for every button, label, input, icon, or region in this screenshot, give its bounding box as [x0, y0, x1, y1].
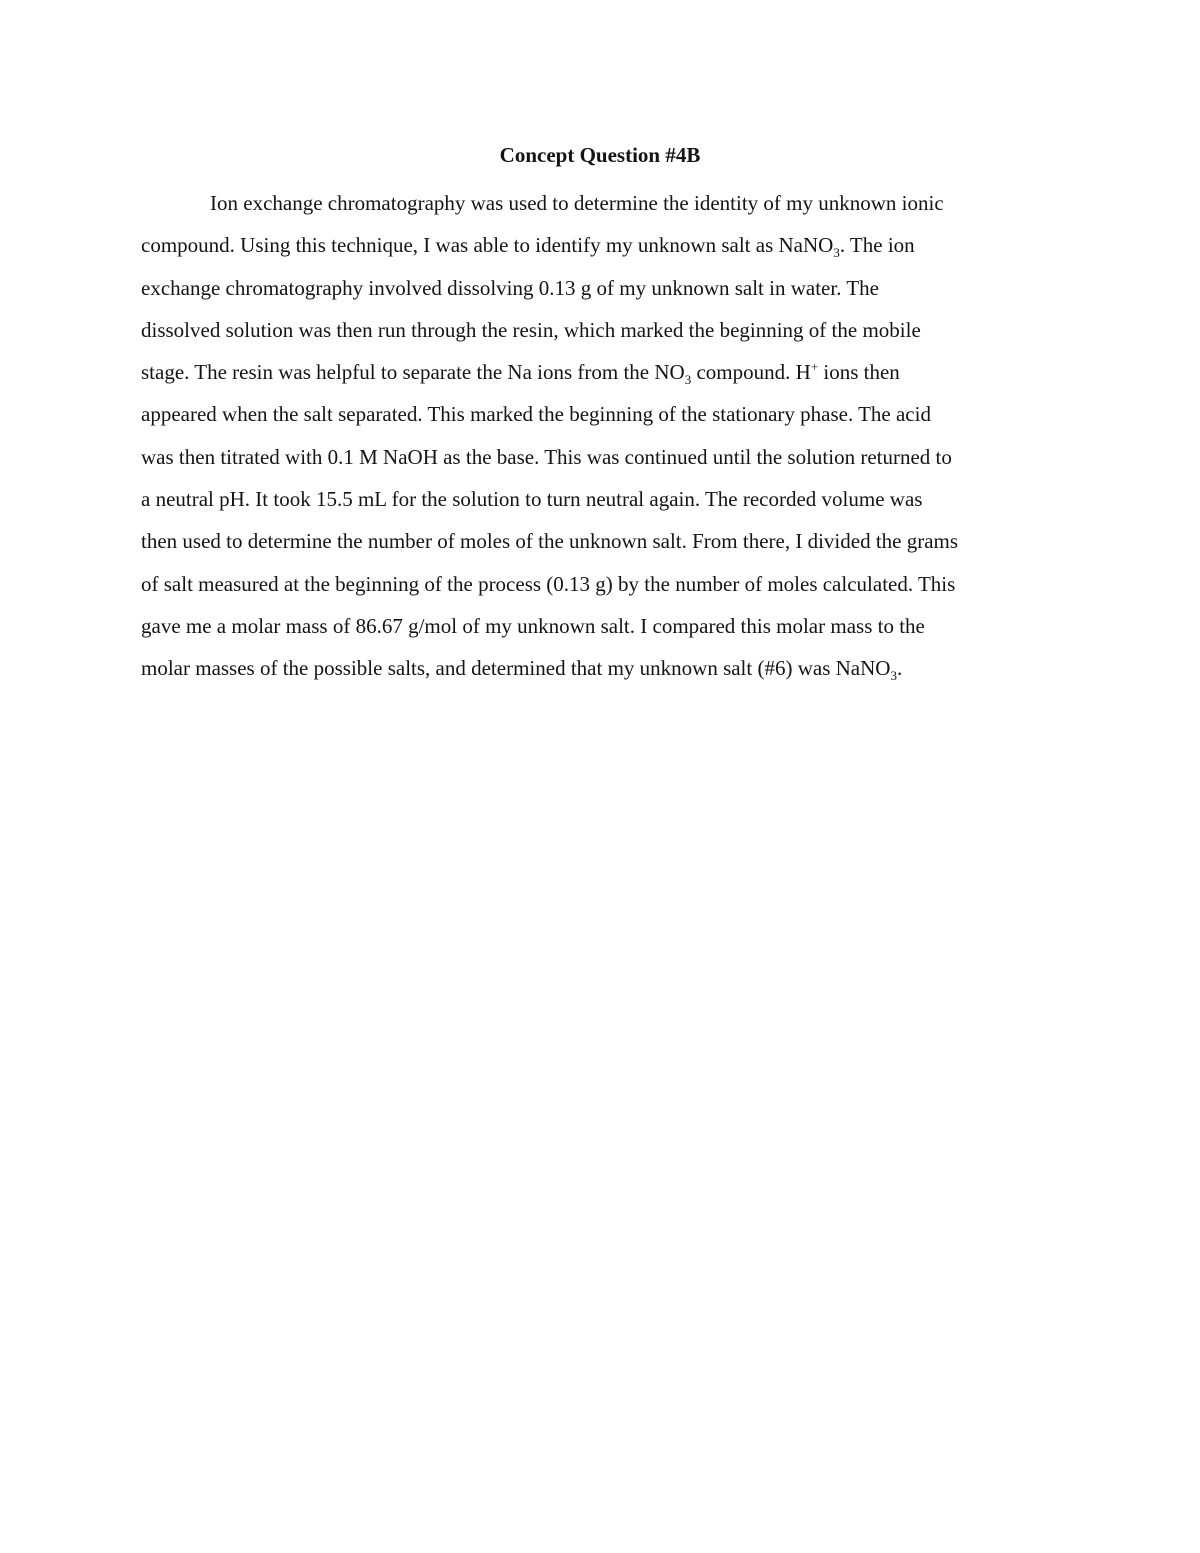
text-run: of salt measured at the beginning of the process (0.13 g) by the number of moles calculated. This: [141, 571, 956, 596]
text-run: . The ion: [839, 233, 915, 258]
subscript: 3: [833, 245, 840, 261]
paragraph-line: [141, 647, 1061, 689]
text-run: was then titrated with 0.1 M NaOH as the base. This was continued until the solution returned to: [141, 444, 952, 469]
text-run: appeared when the salt separated. This marked the beginning of the stationary phase. The acid: [141, 402, 931, 427]
paragraph-line: [141, 436, 1061, 478]
text-run: stage. The resin was helpful to separate the Na ions from the NO: [141, 360, 685, 385]
text-run: dissolved solution was then run through the resin, which marked the beginning of the mobile: [141, 317, 921, 342]
text-run: then used to determine the number of moles of the unknown salt. From there, I divided the grams: [141, 529, 959, 554]
paragraph-line: [141, 478, 1061, 520]
subscript: 3: [890, 668, 897, 684]
paragraph-line: [141, 393, 1061, 435]
superscript: +: [810, 359, 819, 375]
paragraph-line: [141, 351, 1061, 393]
paragraph-line: [141, 520, 1061, 562]
text-run: compound. H: [691, 360, 811, 385]
text-run: ions then: [818, 360, 900, 385]
text-run: .: [896, 656, 903, 681]
paragraph-line: [141, 267, 1061, 309]
paragraph-line: [141, 309, 1061, 351]
text-run: a neutral pH. It took 15.5 mL for the solution to turn neutral again. The recorded volume was: [141, 487, 923, 512]
text-run: exchange chromatography involved dissolving 0.13 g of my unknown salt in water. The: [141, 275, 879, 300]
paragraph-line: [141, 224, 1061, 266]
paragraph-line: [141, 605, 1061, 647]
text-run: gave me a molar mass of 86.67 g/mol of my unknown salt. I compared this molar mass to the: [141, 613, 925, 638]
document-title: Concept Question #4B: [499, 143, 701, 167]
text-run: molar masses of the possible salts, and determined that my unknown salt (#6) was NaNO: [141, 656, 891, 681]
text-run: compound. Using this technique, I was able to identify my unknown salt as NaNO: [141, 233, 834, 258]
subscript: 3: [684, 372, 692, 388]
paragraph-line: [141, 182, 1061, 224]
paragraph-line: [141, 563, 1061, 605]
document-paragraph: [141, 182, 1061, 690]
text-run: Ion exchange chromatography was used to determine the identity of my unknown ionic: [210, 191, 944, 215]
